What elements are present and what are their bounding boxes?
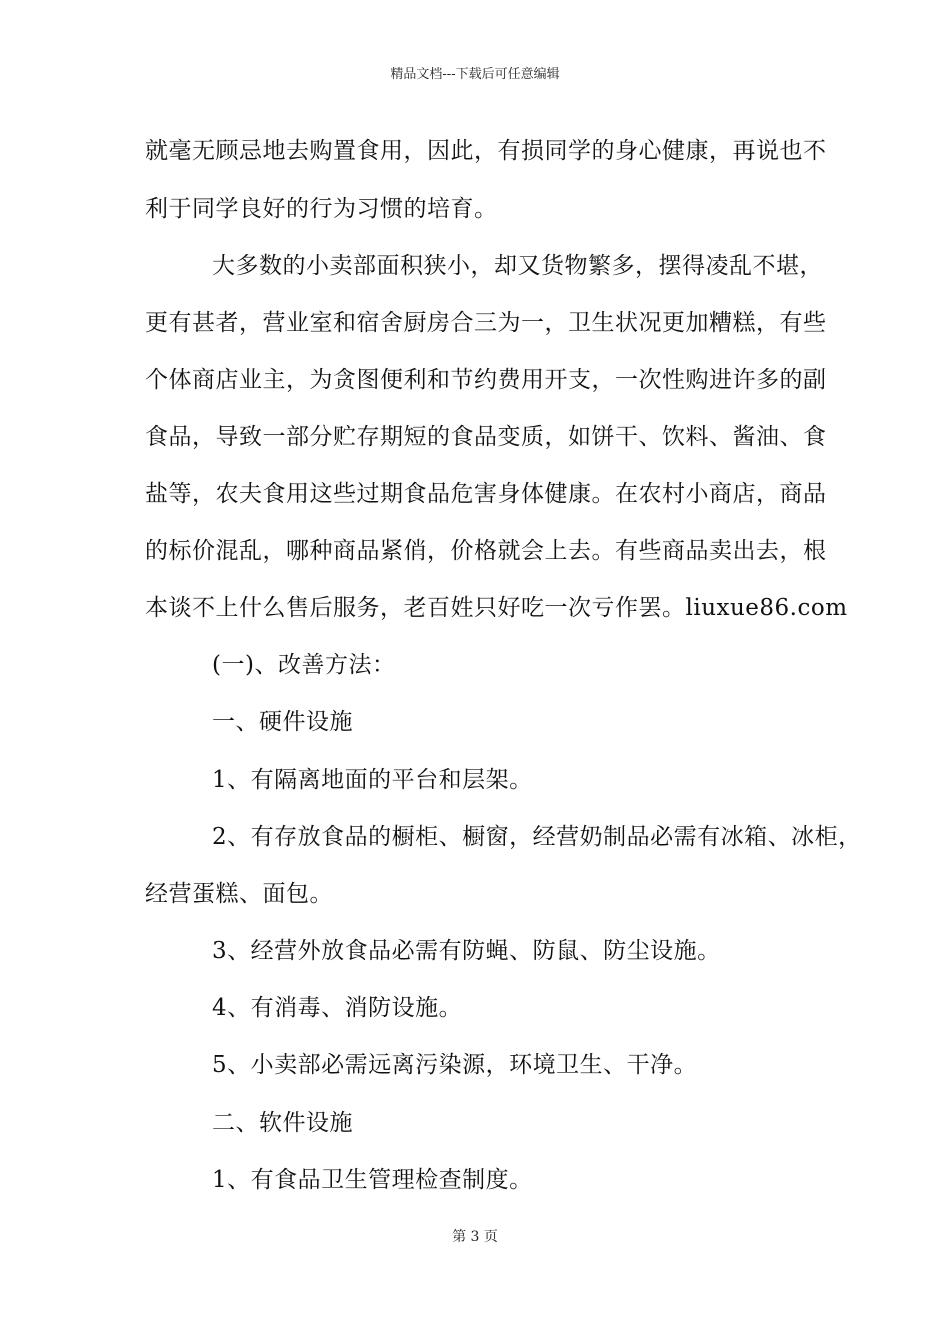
body-line-5: 个体商店业主，为贪图便利和节约费用开支，一次性购进许多的副 [145, 367, 827, 393]
list-item-2-continued: 经营蛋糕、面包。 [145, 881, 333, 907]
section-heading-hardware: 一、硬件设施 [212, 709, 353, 735]
page-number: 第 3 页 [452, 1229, 498, 1245]
list-item-2: 2、有存放食品的橱柜、橱窗，经营奶制品必需有冰箱、冰柜， [212, 824, 862, 850]
section-heading-improvement: (一)、改善方法： [212, 652, 396, 678]
body-line-9: 本谈不上什么售后服务，老百姓只好吃一次亏作罢。liuxue86.com [145, 595, 848, 621]
body-line-8: 的标价混乱，哪种商品紧俏，价格就会上去。有些商品卖出去，根 [145, 538, 827, 564]
list-item-3: 3、经营外放食品必需有防蝇、防鼠、防尘设施。 [212, 938, 721, 964]
body-line-6: 食品，导致一部分贮存期短的食品变质，如饼干、饮料、酱油、食 [145, 424, 827, 450]
body-line-4: 更有甚者，营业室和宿舍厨房合三为一，卫生状况更加糟糕，有些 [145, 310, 827, 336]
list-item-4: 4、有消毒、消防设施。 [212, 995, 463, 1021]
body-line-3: 大多数的小卖部面积狭小，却又货物繁多，摆得凌乱不堪， [212, 253, 823, 279]
section-heading-software: 二、软件设施 [212, 1110, 353, 1136]
software-list-item-1: 1、有食品卫生管理检查制度。 [212, 1167, 533, 1193]
body-line-7: 盐等，农夫食用这些过期食品危害身体健康。在农村小商店，商品 [145, 481, 827, 507]
body-line-1: 就毫无顾忌地去购置食用，因此，有损同学的身心健康，再说也不 [145, 138, 827, 164]
list-item-5: 5、小卖部必需远离污染源，环境卫生、干净。 [212, 1052, 698, 1078]
page-header: 精品文档---下载后可任意编辑 [390, 67, 560, 82]
body-line-2: 利于同学良好的行为习惯的培育。 [145, 196, 498, 222]
list-item-1: 1、有隔离地面的平台和层架。 [212, 767, 533, 793]
